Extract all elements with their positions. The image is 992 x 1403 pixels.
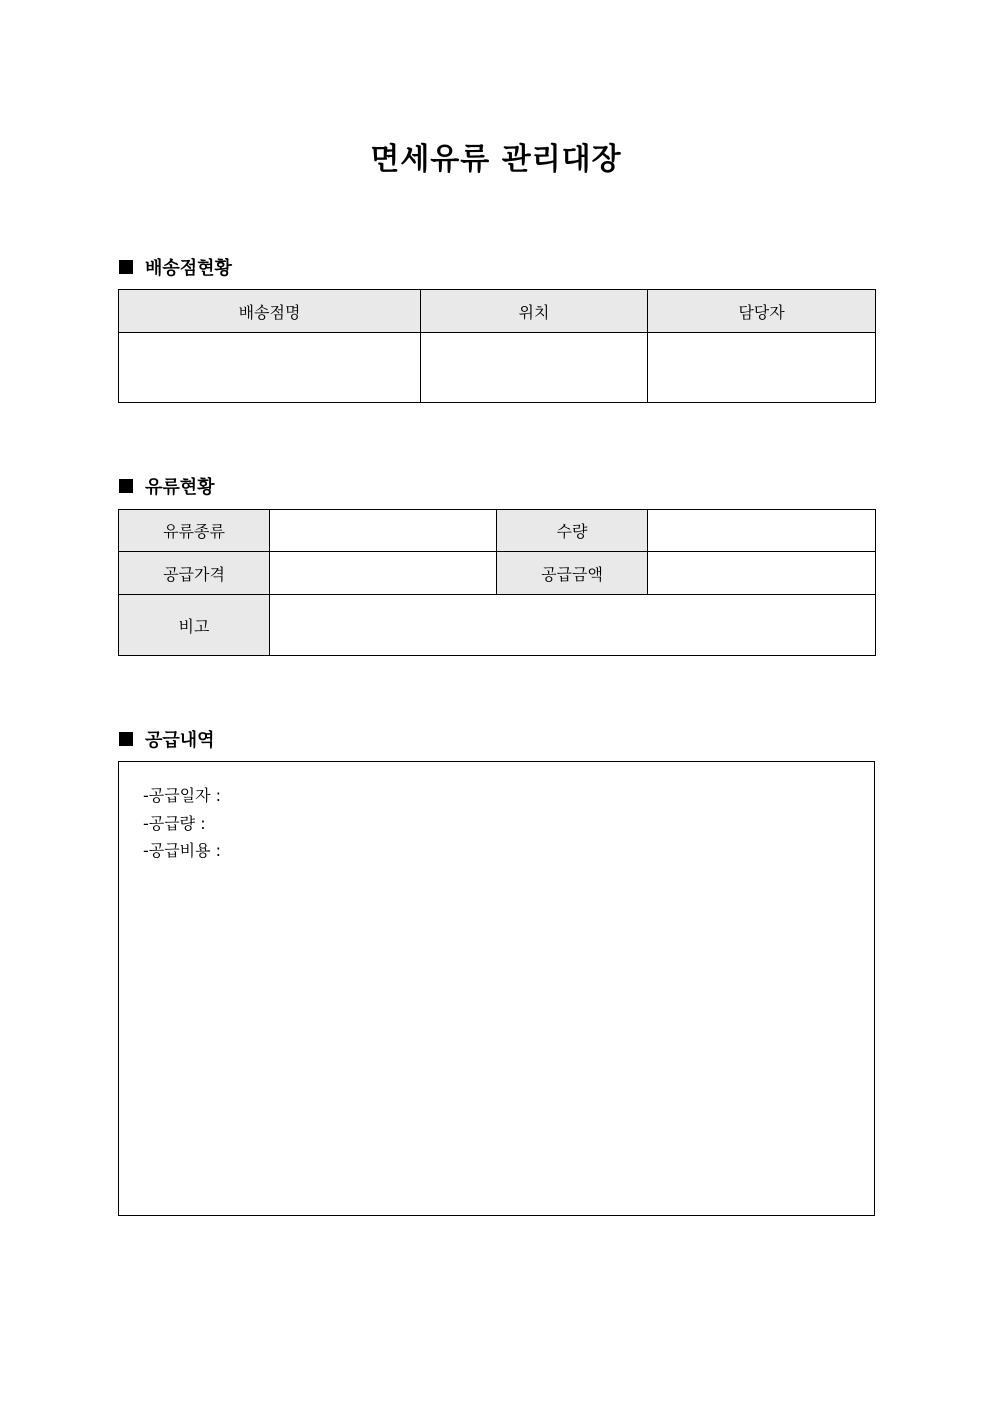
oil-type-field[interactable] <box>270 510 497 552</box>
square-bullet-icon <box>119 260 133 274</box>
supply-date-line: -공급일자 : <box>143 786 222 805</box>
delivery-name-cell[interactable] <box>119 333 421 403</box>
section-heading-label: 유류현황 <box>145 477 215 498</box>
supply-cost-line: -공급비용 : <box>143 841 222 860</box>
table-row <box>119 595 876 656</box>
square-bullet-icon <box>119 479 133 493</box>
table-row <box>119 510 876 552</box>
section-heading-oil <box>119 473 215 499</box>
supply-price-label: 공급가격 <box>119 552 270 595</box>
table-row <box>119 333 876 403</box>
section-heading-label: 배송점현황 <box>145 258 232 279</box>
table-header-row <box>119 290 876 333</box>
supply-amount-label: 공급금액 <box>497 552 648 595</box>
table-row <box>119 552 876 595</box>
column-header-manager: 담당자 <box>648 290 876 333</box>
supply-price-field[interactable] <box>270 552 497 595</box>
page-title: 면세유류 관리대장 <box>370 142 622 177</box>
section-heading-label: 공급내역 <box>145 730 215 751</box>
square-bullet-icon <box>119 732 133 746</box>
quantity-label: 수량 <box>497 510 648 552</box>
column-header-delivery-name: 배송점명 <box>119 290 421 333</box>
manager-cell[interactable] <box>648 333 876 403</box>
section-heading-delivery <box>119 254 232 280</box>
supply-details-list <box>143 782 221 865</box>
remarks-label: 비고 <box>119 595 270 656</box>
remarks-field[interactable] <box>270 595 876 656</box>
delivery-table <box>118 289 876 403</box>
oil-type-label: 유류종류 <box>119 510 270 552</box>
section-heading-supply <box>119 726 215 752</box>
supply-amount-field[interactable] <box>648 552 876 595</box>
oil-table <box>118 509 876 656</box>
location-cell[interactable] <box>421 333 648 403</box>
column-header-location: 위치 <box>421 290 648 333</box>
quantity-field[interactable] <box>648 510 876 552</box>
supply-details-box[interactable] <box>118 761 875 1216</box>
supply-quantity-line: -공급량 : <box>143 813 206 833</box>
